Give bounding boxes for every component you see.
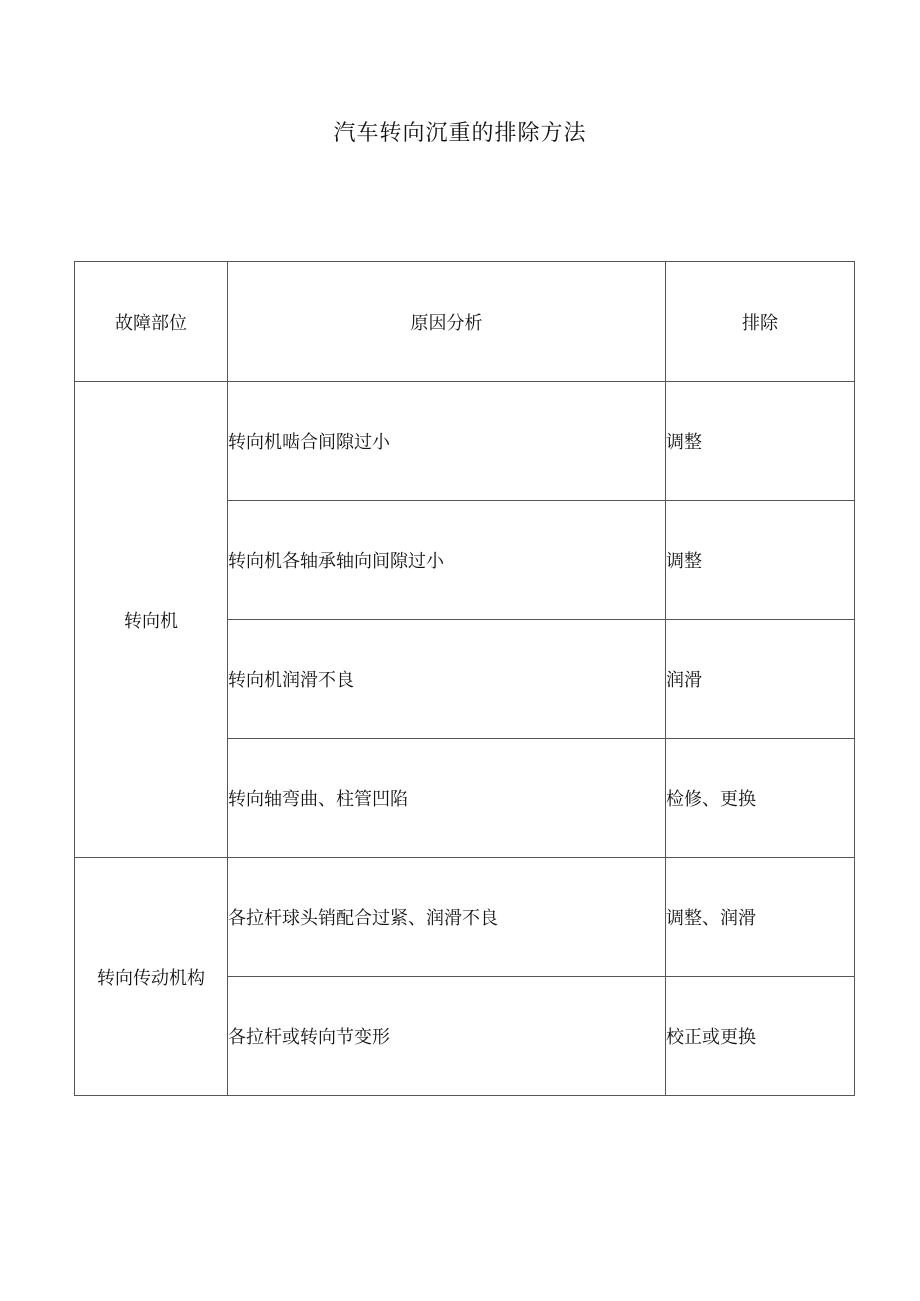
cause-cell: 转向轴弯曲、柱管凹陷 — [228, 739, 666, 858]
fault-table — [74, 261, 855, 1096]
cause-cell: 各拉杆或转向节变形 — [228, 977, 666, 1096]
header-remedy: 排除 — [666, 262, 855, 382]
remedy-cell: 润滑 — [666, 620, 855, 739]
remedy-cell: 校正或更换 — [666, 977, 855, 1096]
fault-part-cell: 转向机 — [75, 382, 228, 858]
remedy-cell: 调整 — [666, 501, 855, 620]
fault-part-cell: 转向传动机构 — [75, 858, 228, 1096]
cause-cell: 转向机润滑不良 — [228, 620, 666, 739]
table-header-row — [75, 262, 855, 382]
remedy-cell: 调整 — [666, 382, 855, 501]
cause-cell: 转向机各轴承轴向间隙过小 — [228, 501, 666, 620]
page-title: 汽车转向沉重的排除方法 — [333, 121, 587, 146]
header-cause-analysis: 原因分析 — [228, 262, 666, 382]
table-row — [75, 382, 855, 501]
table-row — [75, 858, 855, 977]
remedy-cell: 检修、更换 — [666, 739, 855, 858]
header-fault-part: 故障部位 — [75, 262, 228, 382]
cause-cell: 各拉杆球头销配合过紧、润滑不良 — [228, 858, 666, 977]
cause-cell: 转向机啮合间隙过小 — [228, 382, 666, 501]
remedy-cell: 调整、润滑 — [666, 858, 855, 977]
